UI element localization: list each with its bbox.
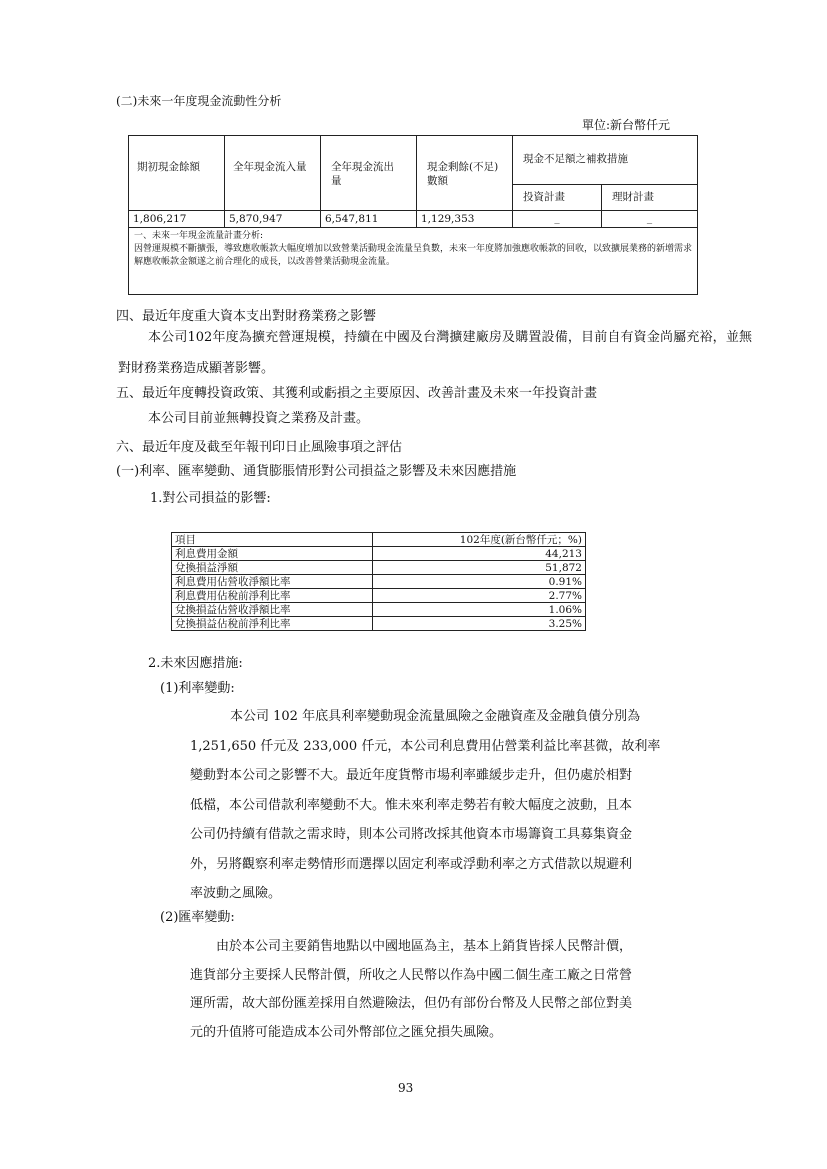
cell-opening: 1,806,217	[128, 210, 225, 228]
paragraph-line: 率波動之風險。	[190, 886, 282, 901]
cashflow-table	[128, 135, 698, 295]
table-cell-item: 利息費用佔營收淨額比率	[172, 575, 373, 589]
paragraph-line: 元的升值將可能造成本公司外幣部位之匯兌損失風險。	[190, 1024, 503, 1040]
header-inflow: 全年現金流入量	[224, 135, 321, 211]
table-row	[172, 617, 586, 631]
cell-invest-plan: _	[512, 210, 602, 228]
table-cell-item: 兌換損益佔營收淨額比率	[172, 603, 373, 617]
table-header-row	[172, 533, 586, 547]
interest-sub-heading: (1)利率變動:	[160, 681, 235, 696]
table-cell-item: 項目	[172, 533, 373, 547]
paragraph-line: 公司仍持續有借款之需求時，則本公司將改採其他資本市場籌資工具募集資金	[190, 827, 633, 842]
table-cell-value: 51,872	[373, 561, 586, 575]
paragraph-line: 進貨部分主要採人民幣計價，所收之人民幣以作為中國二個生產工廠之日常營	[190, 967, 633, 983]
paragraph-line: 本公司 102 年底具利率變動現金流量風險之金融資產及金融負債分別為	[230, 709, 641, 724]
unit-label: 單位:新台幣仟元	[582, 118, 671, 132]
header-surplus: 現金剩餘(不足)數額	[416, 135, 513, 211]
table-row	[172, 575, 586, 589]
page-number: 93	[398, 1081, 414, 1095]
table-row	[172, 561, 586, 575]
table-cell-value: 3.25%	[373, 617, 586, 631]
sec4-body: 本公司102年度為擴充營運規模，持續在中國及台灣擴建廠房及購置設備，目前自有資金尚屬充裕，並無對財務業務造成顯著影響。	[118, 330, 752, 376]
sec5-title: 五、最近年度轉投資政策、其獲利或虧損之主要原因、改善計畫及未來一年投資計畫	[116, 386, 598, 401]
table-cell-item: 兌換損益淨額	[172, 561, 373, 575]
sec6-sub1: (一)利率、匯率變動、通貨膨脹情形對公司損益之影響及未來因應措施	[116, 464, 517, 479]
table-cell-value: 2.77%	[373, 589, 586, 603]
table-cell-item: 兌換損益佔稅前淨利比率	[172, 617, 373, 631]
header-outflow: 全年現金流出量	[320, 135, 417, 211]
cell-finance-plan: _	[601, 210, 698, 228]
table-cell-item: 利息費用金額	[172, 547, 373, 561]
paragraph-line: 1,251,650 仟元及 233,000 仟元，本公司利息費用佔營業利益比率甚微，故利率	[190, 738, 661, 754]
fx-sub-heading: (2)匯率變動:	[160, 910, 235, 925]
table-row	[172, 547, 586, 561]
table-row	[172, 603, 586, 617]
header-invest-plan: 投資計畫	[512, 184, 602, 211]
table-row	[172, 589, 586, 603]
header-opening: 期初現金餘額	[128, 135, 225, 211]
sec4-title: 四、最近年度重大資本支出對財務業務之影響	[116, 309, 377, 324]
interest-table	[171, 532, 586, 631]
cell-surplus: 1,129,353	[416, 210, 513, 228]
paragraph-line: 低檔，本公司借款利率變動不大。惟未來利率走勢若有較大幅度之波動，且本	[190, 797, 633, 813]
sec6-item1: 1.對公司損益的影響:	[150, 491, 271, 506]
note-title: 一、未來一年現金流量計畫分析:	[134, 231, 264, 241]
cashflow-heading: (二)未來一年度現金流動性分析	[116, 94, 282, 108]
note-body: 因營運規模不斷擴張，導致應收帳款大幅度增加以致營業活動現金流量呈負數，未來一年度將加強應收帳款的回收，以致擴展業務的新增需求解應收帳款金額遂之前合理化的成長，以改善營業活動現金流量。	[134, 244, 693, 267]
paragraph-line: 外，另將觀察利率走勢情形而選擇以固定利率或浮動利率之方式借款以規避利	[190, 856, 633, 872]
header-remedy: 現金不足額之補救措施	[512, 135, 698, 185]
paragraph-line: 變動對本公司之影響不大。最近年度貨幣市場利率雖緩步走升，但仍處於相對	[190, 768, 633, 783]
table-cell-value: 44,213	[373, 547, 586, 561]
table-cell-item: 利息費用佔稅前淨利比率	[172, 589, 373, 603]
cell-outflow: 6,547,811	[320, 210, 417, 228]
table-cell-value: 0.91%	[373, 575, 586, 589]
sec6-item2: 2.未來因應措施:	[148, 656, 243, 671]
header-finance-plan: 理財計畫	[601, 184, 698, 211]
cell-inflow: 5,870,947	[224, 210, 321, 228]
paragraph-line: 運所需，故大部份匯差採用自然避險法，但仍有部份台幣及人民幣之部位對美	[190, 996, 633, 1011]
table-cell-value: 1.06%	[373, 603, 586, 617]
sec5-body: 本公司目前並無轉投資之業務及計畫。	[148, 411, 370, 426]
table-cell-value: 102年度(新台幣仟元；%)	[373, 533, 586, 547]
sec6-title: 六、最近年度及截至年報刊印日止風險事項之評估	[116, 440, 403, 455]
paragraph-line: 由於本公司主要銷售地點以中國地區為主，基本上銷貨皆採人民幣計價，	[216, 939, 633, 954]
